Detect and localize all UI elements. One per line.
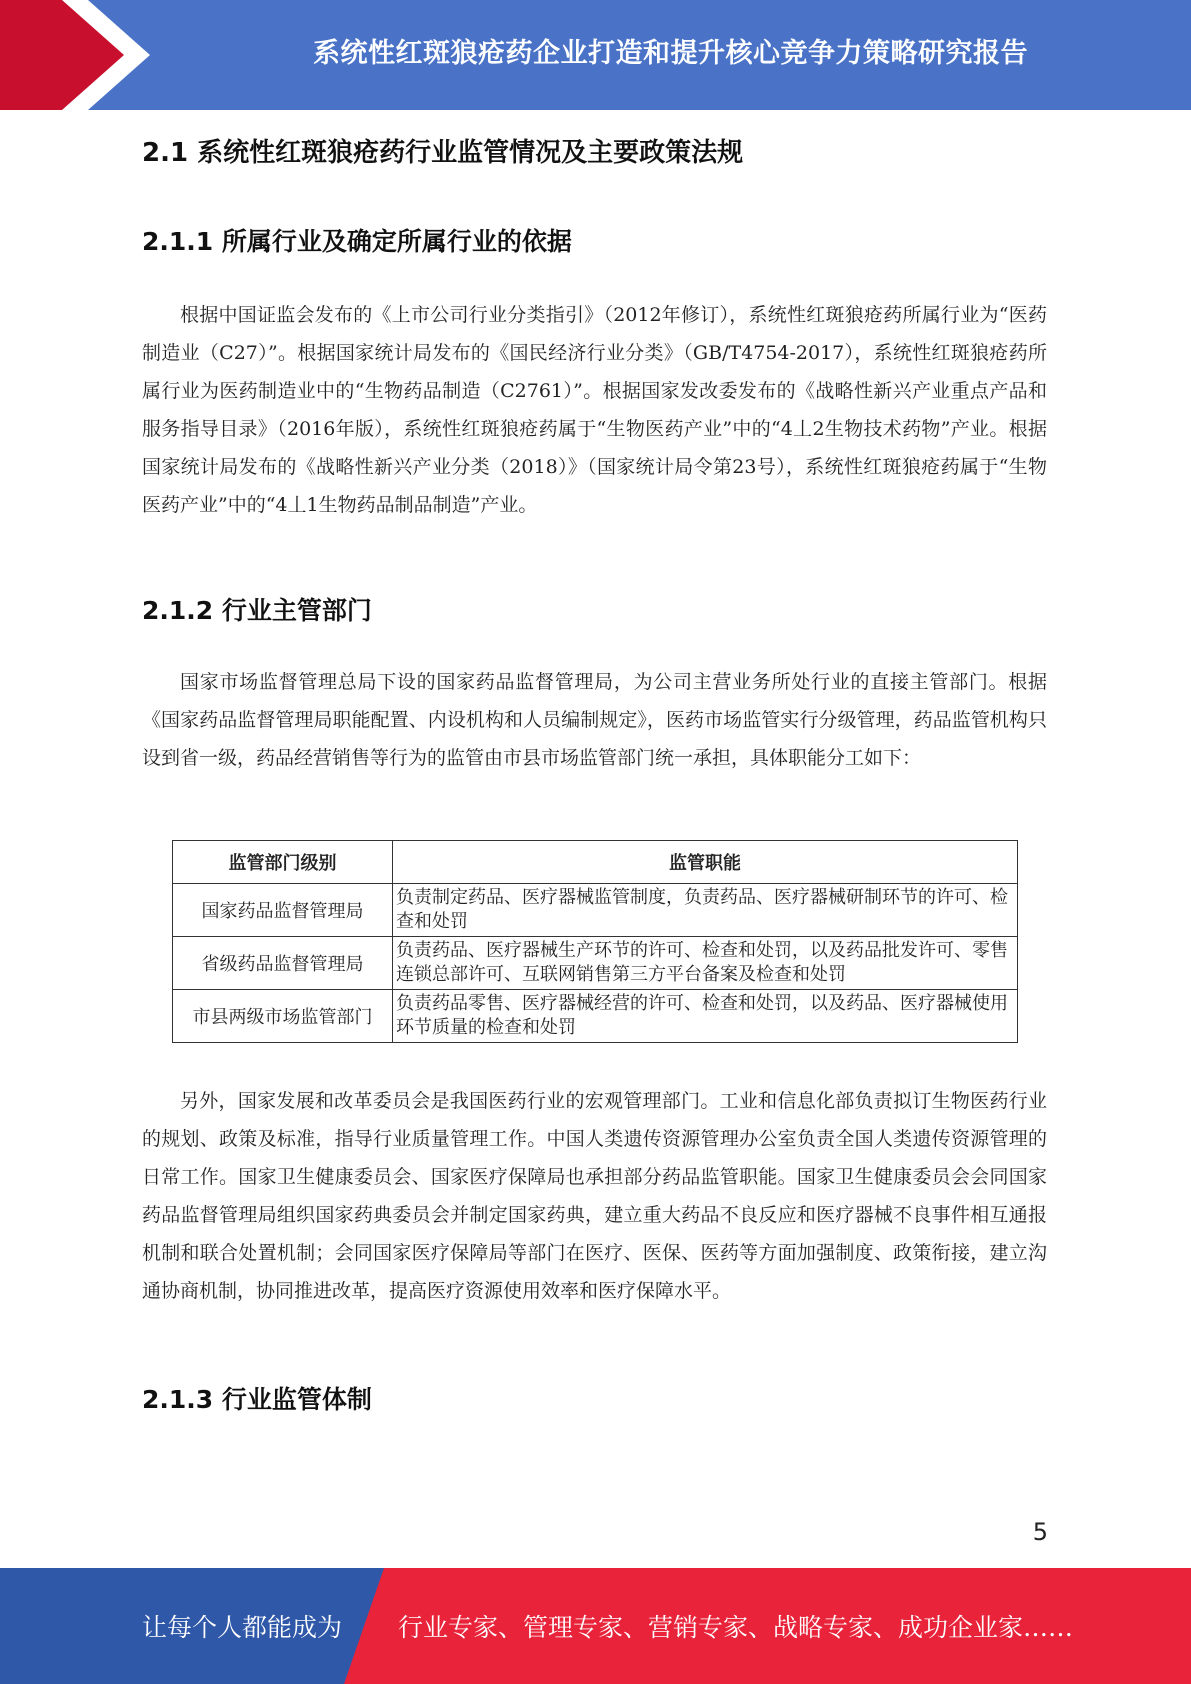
report-title: 系统性红斑狼疮药企业打造和提升核心竞争力策略研究报告 bbox=[313, 37, 1028, 69]
page-header bbox=[0, 0, 1191, 110]
table-row bbox=[173, 937, 1018, 990]
paragraph-regulatory-authority bbox=[142, 663, 1047, 777]
table-cell-level: 市县两级市场监管部门 bbox=[173, 990, 393, 1043]
table-cell-duty: 负责药品、医疗器械生产环节的许可、检查和处罚，以及药品批发许可、零售连锁总部许可、互联网销售第三方平台备案及检查和处罚 bbox=[393, 937, 1018, 990]
footer-slogan-right: 行业专家、管理专家、营销专家、战略专家、成功企业家…… bbox=[398, 1613, 1074, 1642]
table-header-row bbox=[173, 841, 1018, 884]
section-heading-2-1-2: 2.1.2 行业主管部门 bbox=[142, 596, 372, 625]
table-cell-level: 省级药品监督管理局 bbox=[173, 937, 393, 990]
table-row bbox=[173, 990, 1018, 1043]
regulatory-duties-table bbox=[172, 840, 1018, 1043]
page-footer bbox=[0, 1568, 1191, 1684]
paragraph-text: 另外，国家发展和改革委员会是我国医药行业的宏观管理部门。工业和信息化部负责拟订生物医药行业的规划、政策及标准，指导行业质量管理工作。中国人类遗传资源管理办公室负责全国人类遗传资源管理的日常工作。国家卫生健康委员会、国家医疗保障局也承担部分药品监管职能。国家卫生健康委员会会同国家药品监督管理局组织国家药典委员会并制定国家药典，建立重大药品不良反应和医疗器械不良事件相互通报机制和联合处置机制；会同国家医疗保障局等部门在医疗、医保、医药等方面加强制度、政策衔接，建立沟通协商机制，协同推进改革，提高医疗资源使用效率和医疗保障水平。 bbox=[142, 1090, 1047, 1302]
paragraph-text: 国家市场监督管理总局下设的国家药品监督管理局，为公司主营业务所处行业的直接主管部门。根据《国家药品监督管理局职能配置、内设机构和人员编制规定》，医药市场监管实行分级管理，药品监管机构只设到省一级，药品经营销售等行为的监管由市县市场监管部门统一承担，具体职能分工如下： bbox=[142, 671, 1047, 769]
section-heading-2-1-3: 2.1.3 行业监管体制 bbox=[142, 1385, 372, 1414]
section-heading-2-1: 2.1 系统性红斑狼疮药行业监管情况及主要政策法规 bbox=[142, 138, 744, 168]
table-cell-duty: 负责制定药品、医疗器械监管制度，负责药品、医疗器械研制环节的许可、检查和处罚 bbox=[393, 884, 1018, 937]
section-heading-2-1-1: 2.1.1 所属行业及确定所属行业的依据 bbox=[142, 227, 572, 256]
paragraph-other-authorities bbox=[142, 1082, 1047, 1310]
table-cell-level: 国家药品监督管理局 bbox=[173, 884, 393, 937]
paragraph-industry-classification bbox=[142, 296, 1047, 524]
table-cell-duty: 负责药品零售、医疗器械经营的许可、检查和处罚，以及药品、医疗器械使用环节质量的检查和处罚 bbox=[393, 990, 1018, 1043]
footer-slogan-left: 让每个人都能成为 bbox=[142, 1613, 343, 1642]
paragraph-text: 根据中国证监会发布的《上市公司行业分类指引》（2012年修订），系统性红斑狼疮药所属行业为“医药制造业（C27）”。根据国家统计局发布的《国民经济行业分类》（GB/T4754-2017），系统性红斑狼疮药所属行业为医药制造业中的“生物药品制造（C2761）”。根据国家发改委发布的《战略性新兴产业重点产品和服务指导目录》（2016年版），系统性红斑狼疮药属于“生物医药产业”中的“4丄2生物技术药物”产业。根据国家统计局发布的《战略性新兴产业分类（2018）》（国家统计局令第23号），系统性红斑狼疮药属于“生物医药产业”中的“4丄1生物药品制品制造”产业。 bbox=[142, 304, 1047, 516]
column-header-duty: 监管职能 bbox=[393, 841, 1018, 884]
table-row bbox=[173, 884, 1018, 937]
header-red-arrow-decoration bbox=[0, 0, 150, 110]
page-number: 5 bbox=[1032, 1518, 1048, 1546]
column-header-level: 监管部门级别 bbox=[173, 841, 393, 884]
